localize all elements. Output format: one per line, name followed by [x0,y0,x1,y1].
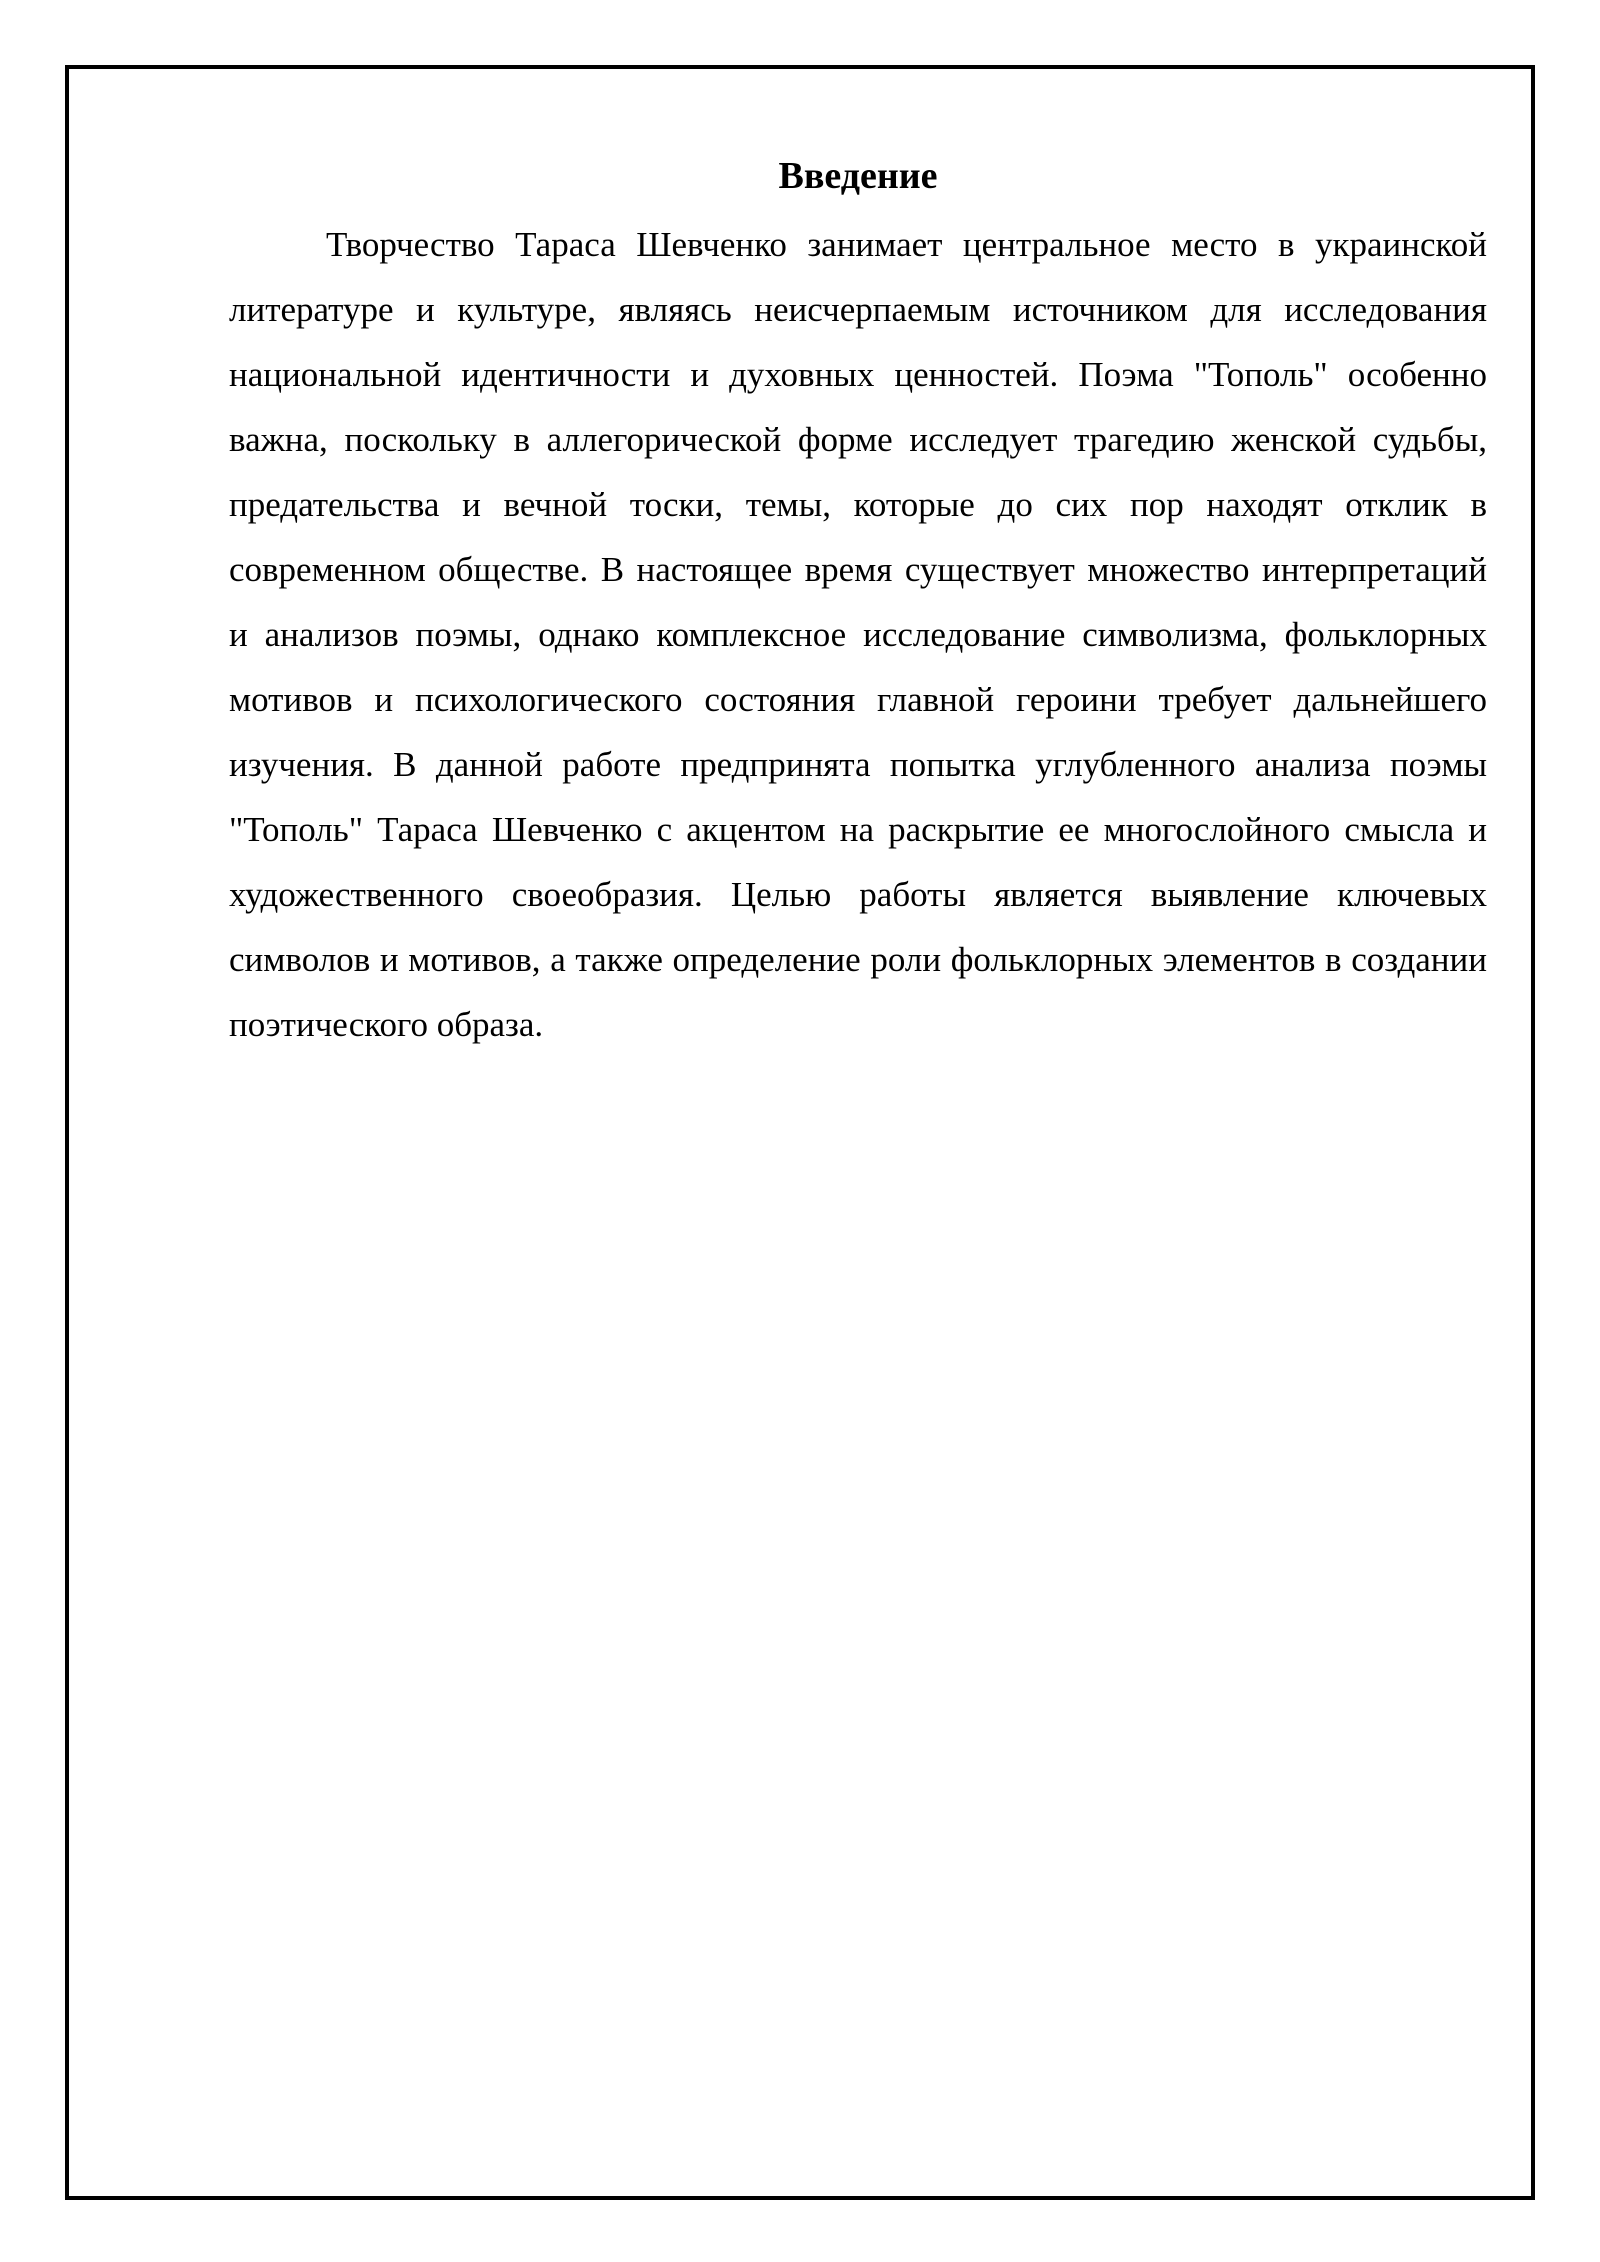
introduction-paragraph: Творчество Тараса Шевченко занимает центральное место в украинской литературе и культуре, являясь неисчерпаемым источником для исследования национальной идентичности и духовных ценностей. Поэма "Тополь" особенно важна, поскольку в аллегорической форме исследует трагедию женской судьбы, предательства и вечной тоски, темы, которые до сих пор находят отклик в современном обществе. В настоящее время существует множество интерпретаций и анализов поэмы, однако комплексное исследование символизма, фольклорных мотивов и психологического состояния главной героини требует дальнейшего изучения. В данной работе предпринята попытка углубленного анализа поэмы "Тополь" Тараса Шевченко с акцентом на раскрытие ее многослойного смысла и художественного своеобразия. Целью работы является выявление ключевых символов и мотивов, а также определение роли фольклорных элементов в создании поэтического образа. [229,225,1487,1044]
document-content [229,140,1487,1057]
section-title: Введение [778,155,938,197]
